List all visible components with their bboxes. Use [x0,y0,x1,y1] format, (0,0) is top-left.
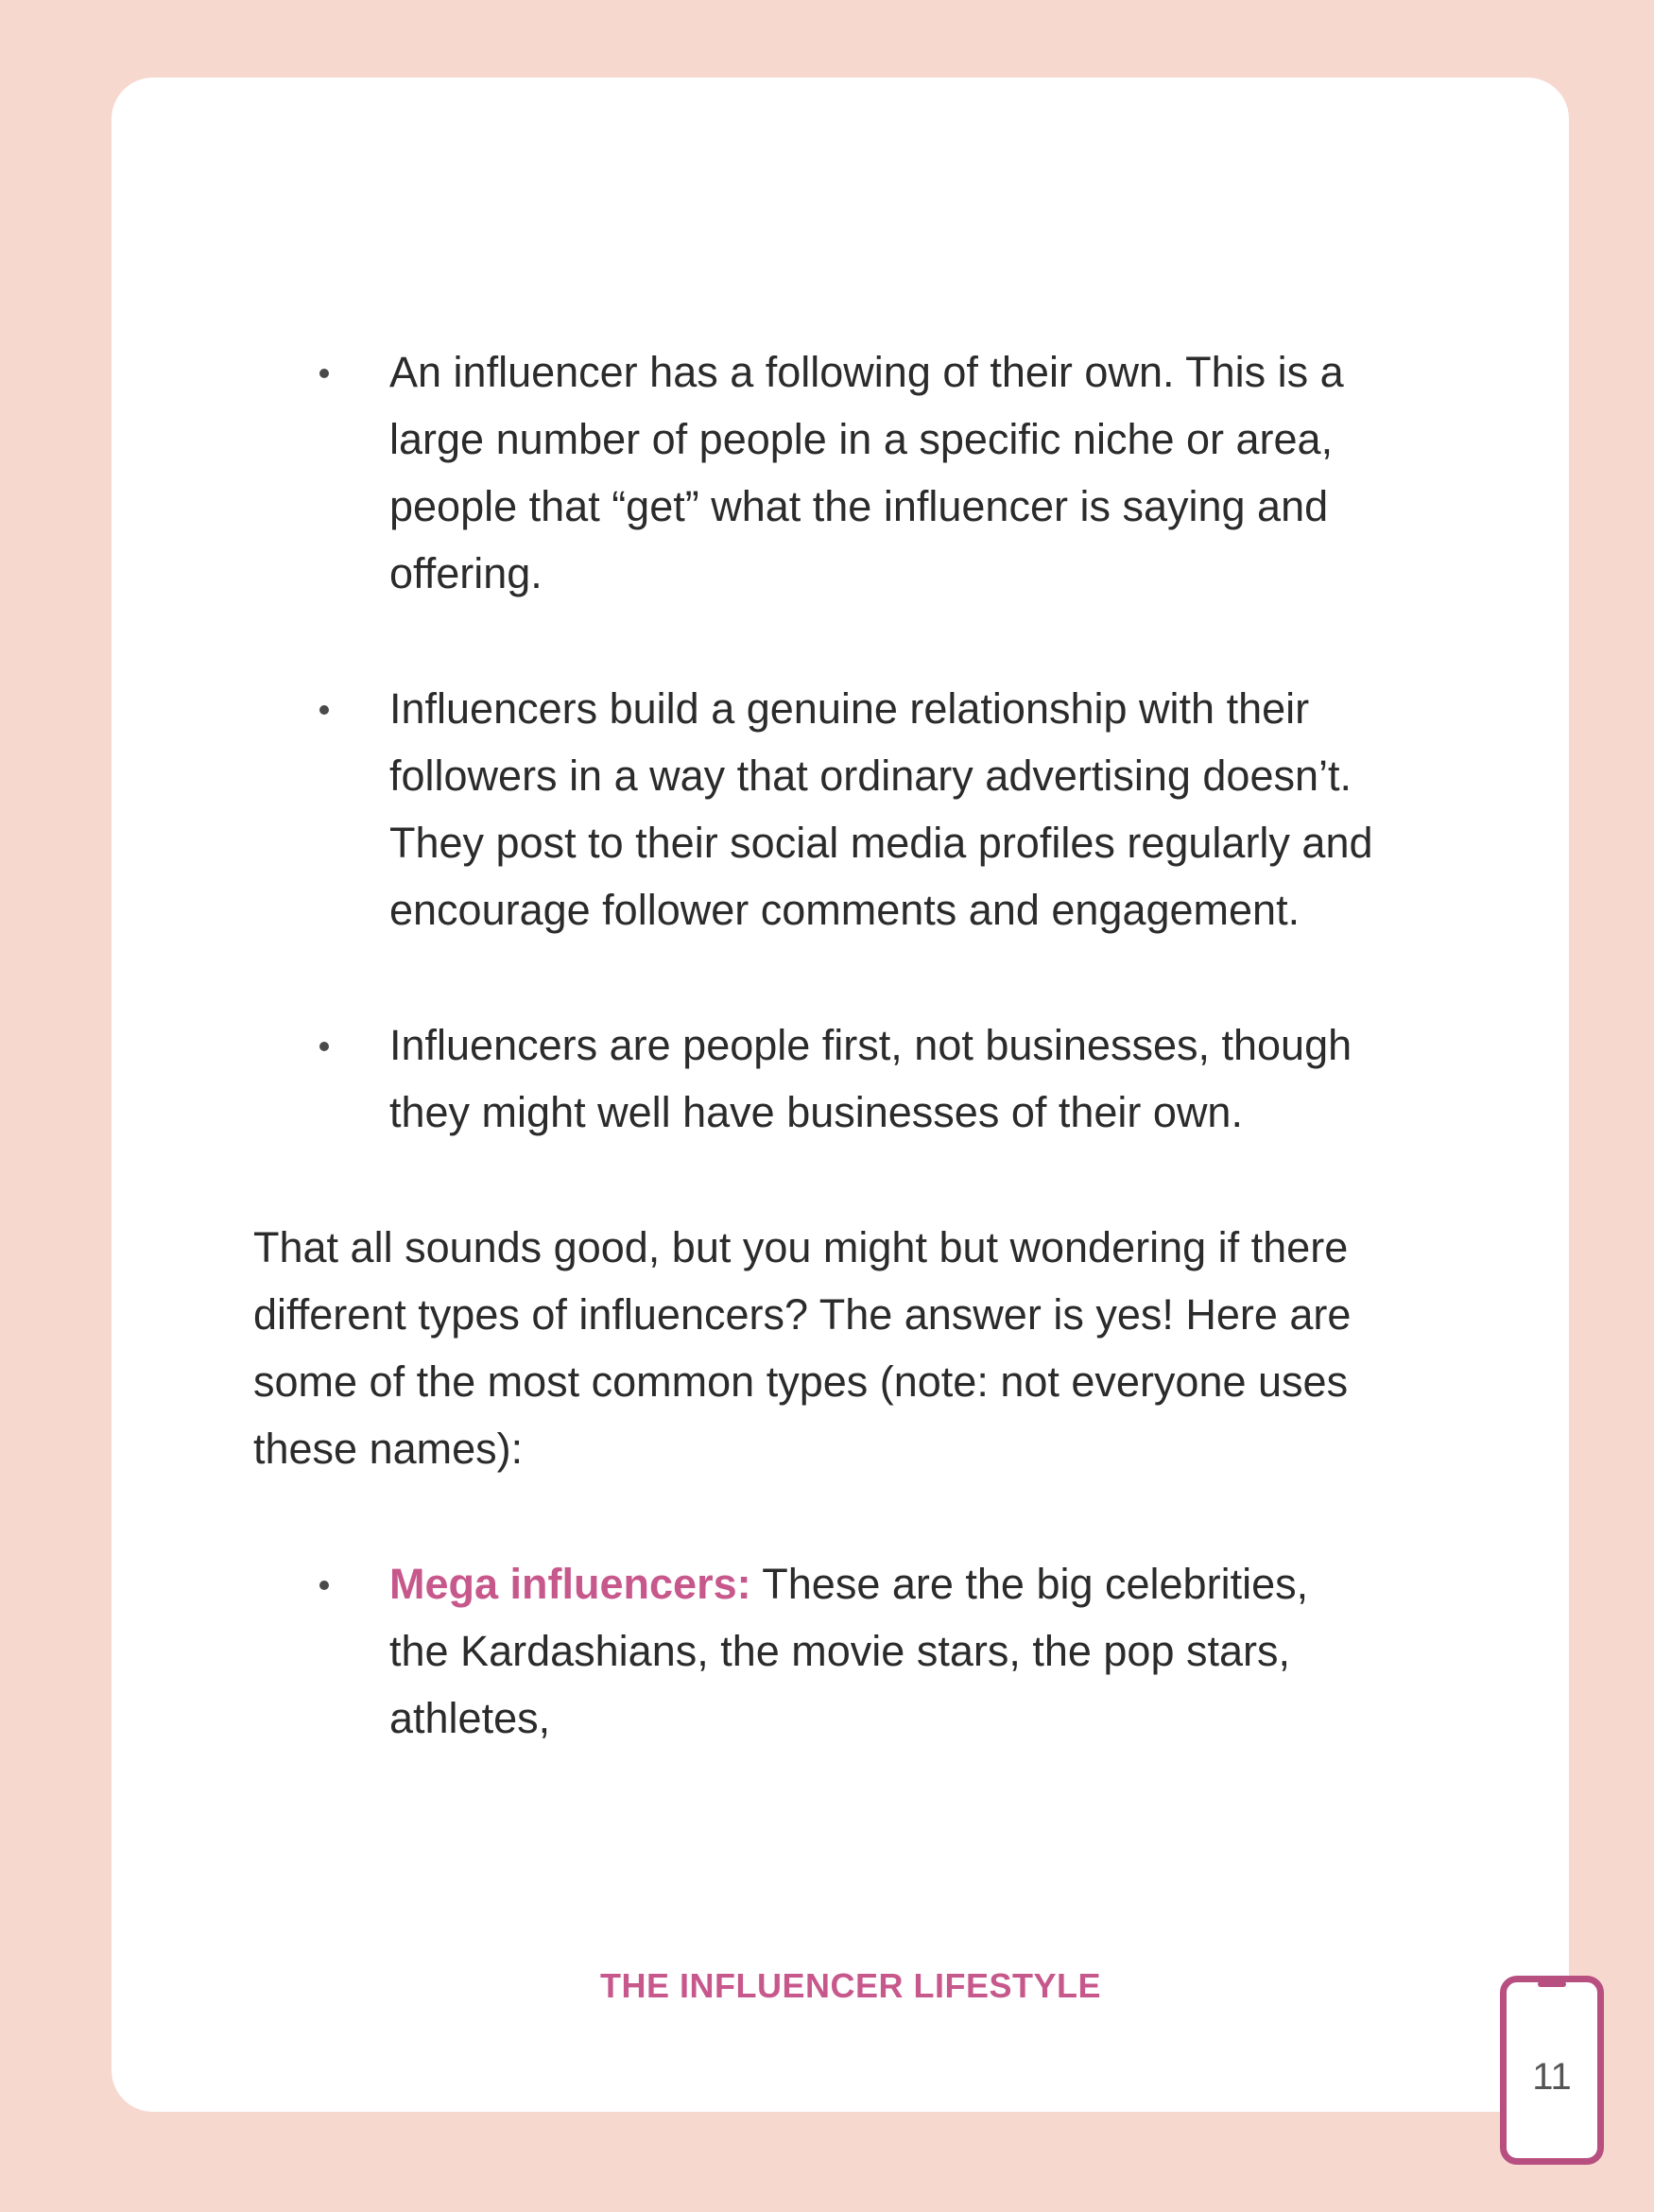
bullet-text: Influencers build a genuine relationship with their followers in a way that ordinary advertising doesn’t. They post to their social media profiles regularly and encourage follower comments and engagement. [389,684,1373,934]
bullet-text: Influencers are people first, not businesses, though they might well have businesses of their own. [389,1021,1352,1136]
bullet-dot-icon [319,1581,329,1590]
smartphone-icon [1500,1976,1604,2165]
bullet-item [319,1011,1378,1146]
page-number: 11 [1532,2056,1572,2098]
page-content [253,338,1378,1820]
bullet-item [319,338,1378,607]
bullet-dot-icon [319,369,329,378]
bullet-dot-icon [319,1042,329,1051]
bullet-text: An influencer has a following of their own. This is a large number of people in a specific niche or area, people that “get” what the influencer is saying and offering. [389,348,1344,597]
book-title-footer: THE INFLUENCER LIFESTYLE [599,1966,1101,2005]
bullet-item-mega-influencers [319,1550,1378,1752]
phone-notch [1538,1981,1566,1987]
bullet-dot-icon [319,705,329,715]
bullet-item [319,675,1378,943]
body-paragraph: That all sounds good, but you might but wondering if there different types of influencers? The answer is yes! Here are some of the most common types (note: not everyone uses these names): [253,1223,1352,1473]
mega-influencers-description: These are the big celebrities, the Kardashians, the movie stars, the pop stars, athletes, [389,1560,1309,1742]
mega-influencers-term: Mega influencers: [389,1560,751,1608]
